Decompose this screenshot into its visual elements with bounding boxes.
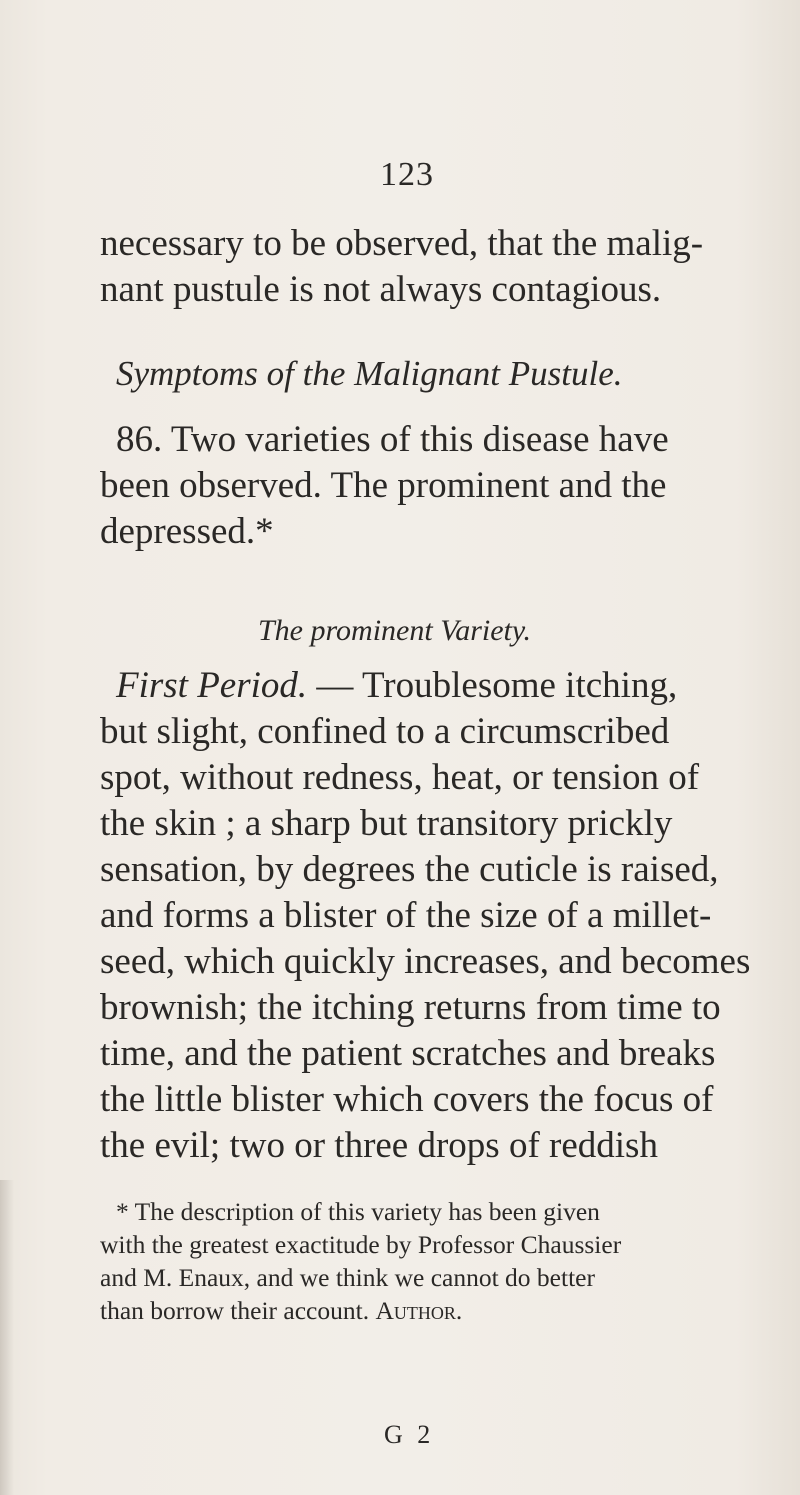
body-line: time, and the patient scratches and breaks [100,1033,716,1074]
body-line: sensation, by degrees the cuticle is raised, [100,849,719,890]
footnote-author: Author. [375,1296,463,1325]
footnote-line: * The description of this variety has been given [116,1197,600,1226]
body-line: spot, without redness, heat, or tension of [100,757,700,798]
page-edge-shadow [0,1180,14,1495]
body-line-period [116,664,677,708]
body-line: been observed. The prominent and the [100,465,667,506]
period-text: — Troublesome itching, [307,665,678,706]
body-line: but slight, confined to a circumscribed [100,711,670,752]
body-line: the little blister which covers the focus of [100,1079,714,1120]
body-line: seed, which quickly increases, and becomes [100,941,751,982]
section-heading: Symptoms of the Malignant Pustule. [116,354,623,393]
body-line: depressed.* [100,511,274,552]
page-number: 123 [380,156,434,193]
footnote-text: than borrow their account. [100,1296,370,1325]
body-line: nant pustule is not always contagious. [100,269,662,310]
signature-mark: G 2 [384,1420,435,1449]
footnote-line-last [100,1295,462,1327]
body-line: and forms a blister of the size of a millet- [100,895,712,936]
footnote-line: with the greatest exactitude by Professor Chaussier [100,1230,622,1259]
body-line: brownish; the itching returns from time to [100,987,721,1028]
body-line: necessary to be observed, that the malig- [100,223,704,264]
subsection-heading: The prominent Variety. [258,614,532,647]
body-line: 86. Two varieties of this disease have [116,419,669,460]
period-label: First Period. [116,665,308,706]
body-line: the skin ; a sharp but transitory prickly [100,803,673,844]
footnote-line: and M. Enaux, and we think we cannot do better [100,1263,595,1292]
body-line: the evil; two or three drops of reddish [100,1125,658,1166]
